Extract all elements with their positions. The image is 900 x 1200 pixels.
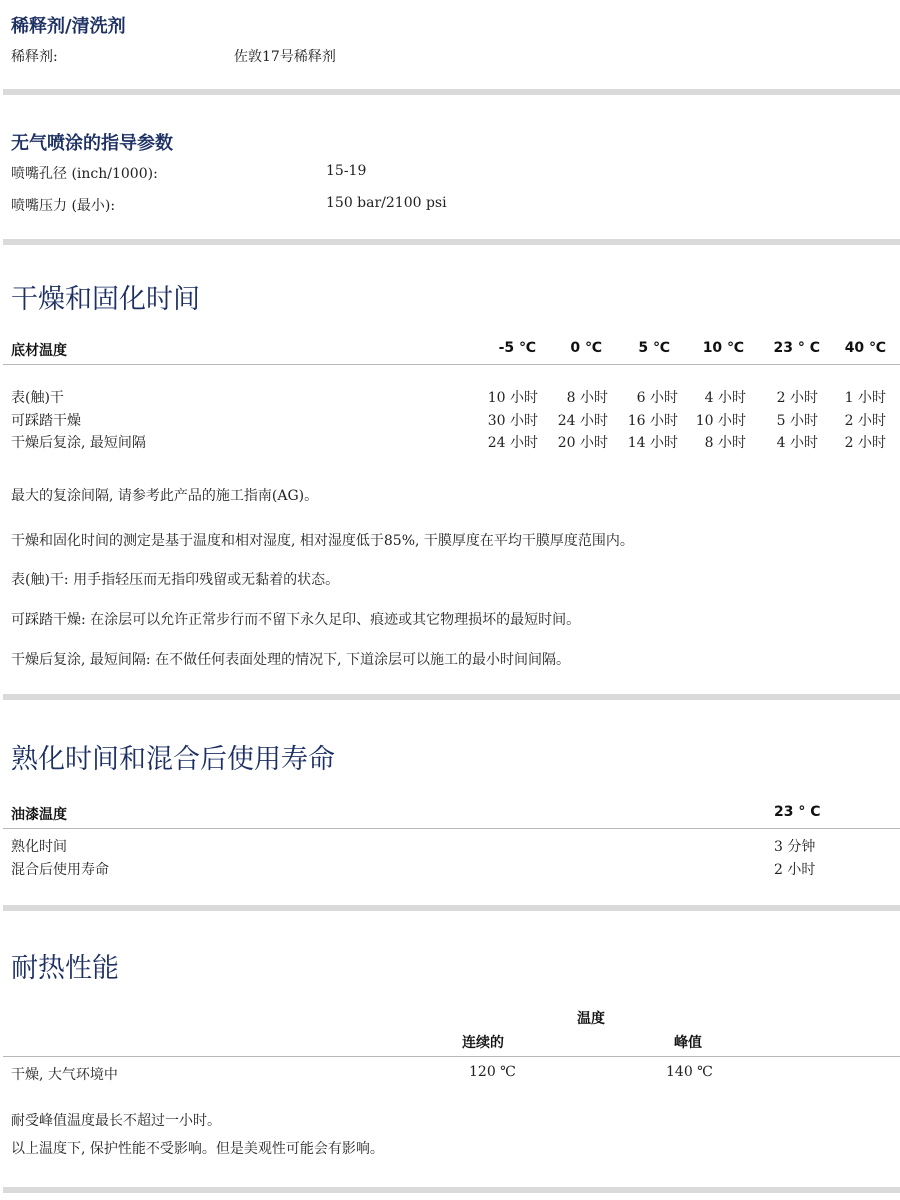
- heat-row-peak: 140 ℃: [666, 1064, 713, 1080]
- section-divider: [3, 694, 900, 700]
- drying-note: 表(触)干: 用手指轻压而无指印残留或无黏着的状态。: [11, 572, 340, 588]
- section-divider: [3, 239, 900, 245]
- drying-cell: 20 小时: [557, 435, 608, 451]
- section-divider: [3, 89, 900, 95]
- induction-header-label: 油漆温度: [11, 807, 67, 823]
- drying-note: 可踩踏干燥: 在涂层可以允许正常步行而不留下永久足印、痕迹或其它物理损坏的最短时间。: [11, 612, 581, 628]
- drying-cell: 16 小时: [627, 413, 678, 429]
- section-divider: [3, 1187, 900, 1193]
- heat-title: 耐热性能: [11, 953, 119, 984]
- temp-header: 5 ℃: [638, 340, 670, 356]
- induction-row-value: 3 分钟: [774, 839, 816, 855]
- diluent-label: 稀释剂:: [11, 49, 58, 65]
- drying-note: 最大的复涂间隔, 请参考此产品的施工指南(AG)。: [11, 488, 319, 504]
- drying-cell: 10 小时: [487, 390, 538, 406]
- drying-cell: 14 小时: [627, 435, 678, 451]
- drying-row-label: 表(触)干: [11, 390, 64, 406]
- induction-row-label: 熟化时间: [11, 839, 67, 855]
- drying-cell: 10 小时: [695, 413, 746, 429]
- heat-row-label: 干燥, 大气环境中: [11, 1067, 118, 1083]
- heat-col-peak: 峰值: [674, 1035, 702, 1051]
- drying-cell: 2 小时: [776, 390, 818, 406]
- heat-note: 耐受峰值温度最长不超过一小时。: [11, 1113, 221, 1129]
- drying-cell: 8 小时: [704, 435, 746, 451]
- airless-row-value: 15-19: [326, 163, 367, 179]
- drying-title: 干燥和固化时间: [11, 284, 200, 315]
- heat-group-label: 温度: [577, 1011, 605, 1027]
- drying-note: 干燥后复涂, 最短间隔: 在不做任何表面处理的情况下, 下道涂层可以施工的最小时间间隔。: [11, 652, 570, 668]
- table-rule: [3, 364, 900, 365]
- induction-row-value: 2 小时: [774, 862, 816, 878]
- drying-row-label: 干燥后复涂, 最短间隔: [11, 435, 146, 451]
- drying-cell: 24 小时: [487, 435, 538, 451]
- temp-header: 10 ℃: [702, 340, 744, 356]
- table-rule: [3, 1056, 900, 1057]
- drying-cell: 6 小时: [636, 390, 678, 406]
- temp-header: 23 ° C: [773, 340, 820, 356]
- temp-header: 40 ℃: [844, 340, 886, 356]
- drying-cell: 24 小时: [557, 413, 608, 429]
- heat-note: 以上温度下, 保护性能不受影响。但是美观性可能会有影响。: [11, 1141, 384, 1157]
- section-divider: [3, 905, 900, 911]
- temp-header: -5 ℃: [498, 340, 536, 356]
- diluent-value: 佐敦17号稀释剂: [234, 49, 336, 65]
- heat-col-continuous: 连续的: [462, 1035, 504, 1051]
- drying-header-label: 底材温度: [11, 343, 67, 359]
- induction-title: 熟化时间和混合后使用寿命: [11, 744, 335, 775]
- table-rule: [3, 828, 900, 829]
- induction-row-label: 混合后使用寿命: [11, 862, 109, 878]
- drying-cell: 5 小时: [776, 413, 818, 429]
- drying-cell: 4 小时: [776, 435, 818, 451]
- heat-row-continuous: 120 ℃: [469, 1064, 516, 1080]
- diluent-title: 稀释剂/清洗剂: [11, 16, 126, 37]
- airless-row-label: 喷嘴孔径 (inch/1000):: [11, 166, 158, 182]
- drying-cell: 2 小时: [844, 435, 886, 451]
- drying-cell: 8 小时: [566, 390, 608, 406]
- induction-header-value: 23 ° C: [774, 804, 821, 820]
- drying-row-label: 可踩踏干燥: [11, 413, 81, 429]
- temp-header: 0 ℃: [570, 340, 602, 356]
- drying-note: 干燥和固化时间的测定是基于温度和相对湿度, 相对湿度低于85%, 干膜厚度在平均干膜厚度范围内。: [11, 533, 634, 549]
- airless-title: 无气喷涂的指导参数: [11, 133, 173, 154]
- drying-cell: 30 小时: [487, 413, 538, 429]
- drying-cell: 2 小时: [844, 413, 886, 429]
- airless-row-label: 喷嘴压力 (最小):: [11, 198, 116, 214]
- airless-row-value: 150 bar/2100 psi: [326, 195, 447, 211]
- drying-cell: 4 小时: [704, 390, 746, 406]
- drying-cell: 1 小时: [844, 390, 886, 406]
